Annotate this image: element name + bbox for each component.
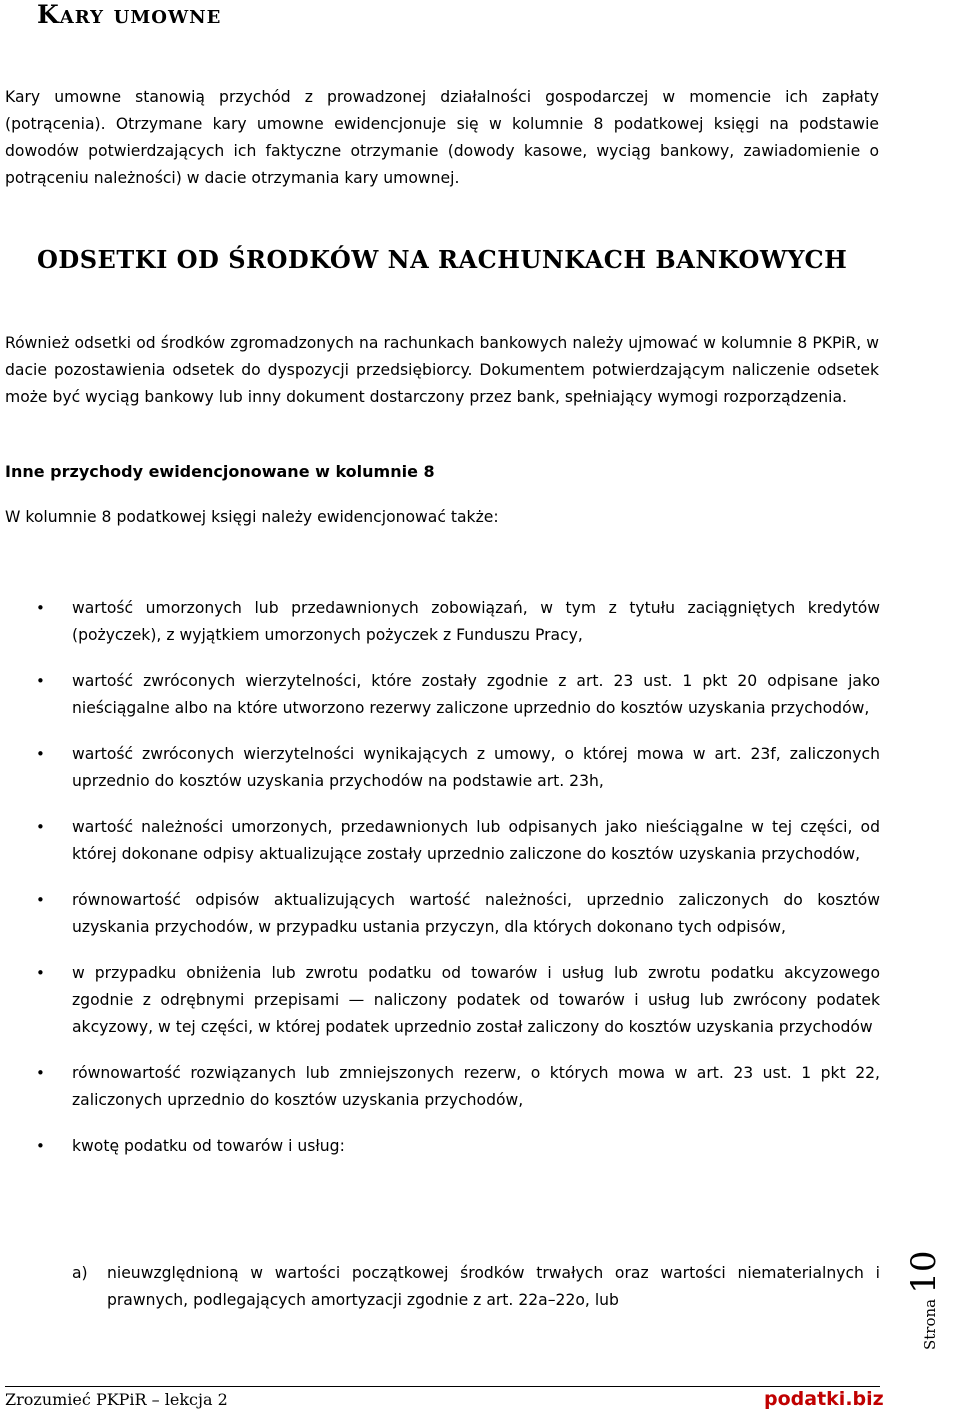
bullet-icon: •: [36, 818, 45, 836]
list-item-text: wartość należności umorzonych, przedawnionych lub odpisanych jako nieściągalne w tej części, od której dokonane odpisy aktualizujące zostały uprzednio zaliczone do kosztów uzyskania przychodów,: [72, 818, 880, 863]
section-heading-odsetki: ODSETKI OD ŚRODKÓW NA RACHUNKACH BANKOWYCH: [37, 245, 848, 274]
paragraph-odsetki: Również odsetki od środków zgromadzonych na rachunkach bankowych należy ujmować w kolumnie 8 PKPiR, w dacie pozostawienia odsetek do dyspozycji przedsiębiorcy. Dokumentem potwierdzającym naliczenie odsetek może być wyciąg bankowy lub inny dokument dostarczony przez bank, spełniający wymogi rozporządzenia.: [5, 334, 879, 406]
bullet-icon: •: [36, 599, 45, 617]
list-item-text: wartość umorzonych lub przedawnionych zobowiązań, w tym z tytułu zaciągniętych kredytów (pożyczek), z wyjątkiem umorzonych pożyczek z Funduszu Pracy,: [72, 599, 880, 644]
list-item: [0, 887, 880, 941]
page-number-vertical: [904, 1251, 944, 1350]
bullet-icon: •: [36, 964, 45, 982]
bullet-icon: •: [36, 745, 45, 763]
list-item: [0, 741, 880, 795]
list-item: [0, 1060, 880, 1114]
sub-list-marker: a): [72, 1264, 88, 1282]
list-item-text: kwotę podatku od towarów i usług:: [72, 1137, 345, 1155]
list-item-text: w przypadku obniżenia lub zwrotu podatku od towarów i usług lub zwrotu podatku akcyzowego zgodnie z odrębnymi przepisami — naliczony podatek od towarów i usług lub zwrócony podatek akcyzowy, w tej części, w której podatek uprzednio został zaliczony do kosztów uzyskania przychodów: [72, 964, 880, 1036]
list-item: [0, 814, 880, 868]
footer-divider: [5, 1386, 880, 1387]
income-list: [0, 595, 960, 1179]
footer-brand-tld: .biz: [845, 1388, 884, 1410]
sub-list-item-a: [72, 1260, 880, 1314]
list-item: [0, 668, 880, 722]
footer-course-title: Zrozumieć PKPiR – lekcja 2: [5, 1390, 228, 1409]
list-intro: W kolumnie 8 podatkowej księgi należy ewidencjonować także:: [5, 508, 499, 526]
bullet-icon: •: [36, 891, 45, 909]
bullet-icon: •: [36, 1137, 45, 1155]
list-item-text: równowartość rozwiązanych lub zmniejszonych rezerw, o których mowa w art. 23 ust. 1 pkt 22, zaliczonych uprzednio do kosztów uzyskania przychodów,: [72, 1064, 880, 1109]
list-item-text: wartość zwróconych wierzytelności, które zostały zgodnie z art. 23 ust. 1 pkt 20 odpisane jako nieściągalne albo na które utworzono rezerwy zaliczone uprzednio do kosztów uzyskania przychodów,: [72, 672, 880, 717]
paragraph-kary-umowne: Kary umowne stanowią przychód z prowadzonej działalności gospodarczej w momencie ich zapłaty (potrącenia). Otrzymane kary umowne ewidencjonuje się w kolumnie 8 podatkowej księgi na podstawie dowodów potwierdzających ich faktyczne otrzymanie (dowody kasowe, wyciąg bankowy, zawiadomienie o potrąceniu należności) w dacie otrzymania kary umownej.: [5, 88, 879, 187]
sub-list-item-text: nieuwzględnioną w wartości początkowej środków trwałych oraz wartości niematerialnych i prawnych, podlegających amortyzacji zgodnie z art. 22a–22o, lub: [107, 1264, 880, 1309]
list-item-text: wartość zwróconych wierzytelności wynikających z umowy, o której mowa w art. 23f, zaliczonych uprzednio do kosztów uzyskania przychodów na podstawie art. 23h,: [72, 745, 880, 790]
page-label: Strona: [921, 1298, 939, 1350]
footer-brand-logo: [764, 1388, 884, 1410]
bullet-icon: •: [36, 1064, 45, 1082]
subheading-inne-przychody: Inne przychody ewidencjonowane w kolumnie 8: [5, 462, 435, 481]
footer-brand-name: podatki: [764, 1388, 846, 1410]
list-item: [0, 960, 880, 1041]
list-item-text: równowartość odpisów aktualizujących wartość należności, uprzednio zaliczonych do kosztów uzyskania przychodów, w przypadku ustania przyczyn, dla których dokonano tych odpisów,: [72, 891, 880, 936]
list-item: [0, 1133, 880, 1160]
list-item: [0, 595, 880, 649]
page-number: 10: [904, 1250, 944, 1294]
section-heading-kary-umowne: Kary umowne: [37, 0, 222, 29]
bullet-icon: •: [36, 672, 45, 690]
